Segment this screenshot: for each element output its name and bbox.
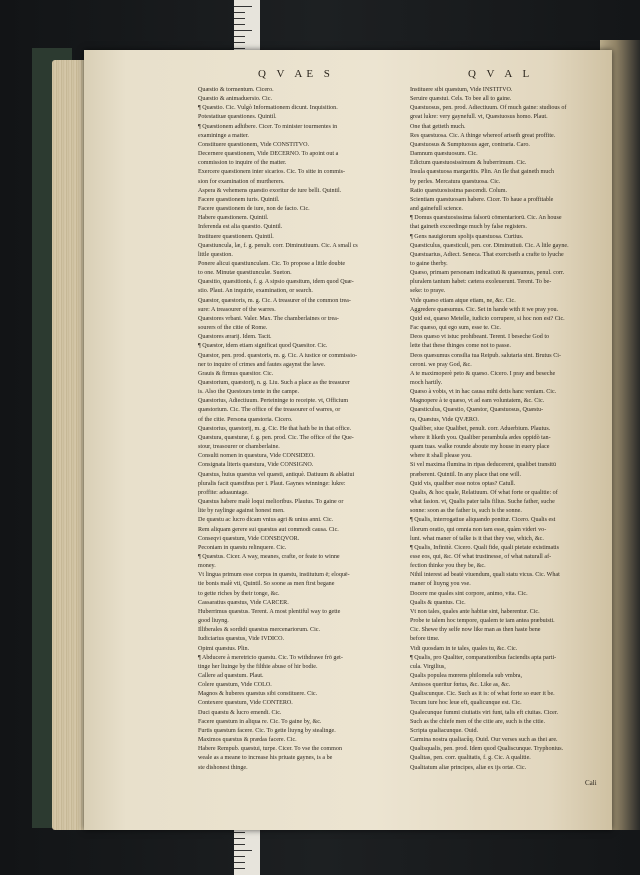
text-line: lunt. what maner of talke is it that they vse, which, &c.	[410, 535, 544, 542]
text-line: Facere quæstionem iuris. Quintil.	[198, 196, 280, 203]
text-line: Inferenda est alia quæstio. Quintil.	[198, 224, 283, 231]
text-line: Such as the chiefe men of the citie are, such is the citie.	[410, 718, 546, 725]
text-line: Aggredere quæsumus. Cic. Set in hande with it we pray you.	[410, 306, 559, 313]
text-line: of the citie. Persona quæstoria. Cicero.	[198, 416, 293, 423]
text-line: Illiberales & sordidi quæstus mercenariorum. Cic.	[198, 627, 321, 634]
text-line: to gette riches by their tonge, &c.	[198, 590, 280, 597]
text-line: Carmina nostra qualiacûq. Ouid. Our verses such as thei are.	[410, 737, 558, 744]
text-line: Opimi quæstus. Plin.	[198, 645, 250, 652]
text-line: Vt non tales, quales ante habitæ sint, haberentur. Cic.	[410, 608, 540, 615]
text-line: Conseqvi quæstum, Vide CONSEQVOR.	[198, 535, 300, 542]
text-line: seke: to praye.	[410, 288, 446, 295]
text-line: Scientiam quæstuosam habere. Cicer. To haue a proffitable	[410, 196, 554, 203]
text-line: stio. Plaut. An inquirie, examination, or search.	[198, 288, 313, 295]
text-line: Quæso à vobis, vt in hac causa mihi detis hanc veniam. Cic.	[410, 389, 557, 396]
text-line: weale as a meane to increase his priuate gaynes, is a be	[198, 755, 333, 762]
text-line: great lukre: very gaynefull. vt, Quæstuosus homo. Plaut.	[410, 114, 548, 121]
text-line: tie bonis malè vti, Quintil. So soone as men first begane	[198, 581, 335, 588]
text-line: by perles. Mercatura quæstuosa. Cic.	[410, 178, 501, 185]
text-line: cula. Virgilius,	[410, 663, 446, 670]
text-line: Consulti nomen in quæstura, Vide CONSIDEO.	[198, 453, 315, 460]
text-column-right	[410, 86, 618, 773]
text-line: Consignata literis quæstura, Vide CONSIGNO.	[198, 462, 314, 469]
text-line: Potestatiuæ quæstiones. Quintil.	[198, 114, 277, 121]
text-line: præberent. Quintil. In any place that one will.	[410, 471, 522, 478]
text-line: Qualis, & hoc quale, Relatiuum. Of what forte or qualitie: of	[410, 489, 558, 496]
text-line: Quæstorius, Adiectiuum. Perteininge to receipte. vt, Officium	[198, 398, 349, 405]
book-page-edges	[52, 60, 86, 830]
text-line: Quæstura, quæsturæ, f. g. pen. prod. Cic. The office of the Que-	[198, 434, 354, 441]
text-line: Quæstuosus & Sumptuosus ager, contraria. Caro.	[410, 141, 530, 148]
text-line: Quæstorium, quæstorij, n. g. Liu. Such a place as the treasurer	[198, 380, 350, 386]
text-line: Quæsitio, quæsitionis, f. g. A sipsio quæsitum, idem quod Quæ-	[198, 279, 354, 286]
text-line: Huberrimus quæstus. Terent. A most plentiful way to gette	[198, 608, 341, 615]
text-line: sure: A treasourer of the warres.	[198, 306, 276, 313]
text-line: Nihil interest ad beatè viuendum, quali statu vicus. Cic. What	[410, 572, 560, 579]
text-line: maner of liuyng you vse.	[410, 581, 471, 588]
text-line: lette that these thinges come not to passe.	[410, 343, 511, 350]
text-line: ¶ Gens nauigiorum spolijs quæstuosa. Curtius.	[410, 233, 524, 240]
text-line: to one. Minutæ quæstiunculæ. Sueton.	[198, 270, 292, 277]
text-line: ¶ Qualis, Infinitè. Cicero. Quali fide, quali pietate existimatis	[410, 544, 559, 551]
text-line: lite by raylinge against honest men.	[198, 508, 285, 515]
scale-ruler-top	[234, 0, 260, 52]
text-line: Maximos quæstus & prædas facere. Cic.	[198, 737, 297, 744]
text-line: De quæstu ac lucro dicam vnius agri & unius anni. Cic.	[198, 517, 334, 524]
text-line: Amissos queritur fœtus, &c. Like as, &c.	[410, 682, 511, 689]
text-line: Habere Rempub. quæstui, turpe. Cicer. To vse the common	[198, 746, 342, 753]
text-line: ¶ Quæstionem adhibere. Cicer. To minister tourmentes in	[198, 123, 338, 130]
text-line: Facere quæstionem de iure, non de facto. Cic.	[198, 206, 310, 213]
text-line: what fasion. vt, Qualis pater talis filius. Suche father, suche	[410, 499, 555, 506]
text-line: Quæstio & tormentum. Cicero.	[198, 87, 274, 93]
text-line: Res quæstuosa. Cic. A thinge whereof ariseth great proffite.	[410, 132, 556, 139]
text-line: Quæstor, quæstoris, m. g. Cic. A treasurer of the common trea-	[198, 297, 351, 304]
text-line: Vidi quosdam in te tales, quales tu, &c. Cic.	[410, 645, 518, 652]
text-line: to gaine therby.	[410, 260, 448, 267]
text-line: Deos quæsumus consilia tua Reipub. salutaria sint. Brutus Ci-	[410, 352, 561, 359]
text-line: Si vel maxima flumina in ripas deducerent, qualibet transitū	[410, 462, 557, 469]
text-line: Quæstus habere malè loqui melioribus. Plautus. To gaine or	[198, 499, 344, 506]
text-line: Quæstor, pen. prod. quæstoris, m. g. Cic. A iustice or commissio-	[198, 352, 358, 359]
text-line: ner to inquire of crimes and fautes agaynst the lawe.	[198, 361, 326, 368]
text-column-left	[198, 86, 406, 773]
text-line: sion for examination of murtherers.	[198, 178, 285, 185]
text-line: ¶ Abducere à meretricio quæstu. Cic. To withdrawe frō get-	[198, 654, 343, 661]
text-line: Duci quæstu & lucro emendi. Cic.	[198, 709, 282, 716]
text-line: where it shall please you.	[410, 453, 472, 460]
text-line: little question.	[198, 251, 233, 258]
text-line: Quæstuosus, pen. prod. Adiectiuum. Of much gaine: studious of	[410, 105, 567, 112]
text-line: Quæstus, huius quæstus vel quæsti, antiquè. Datiuum & ablatiui	[198, 471, 355, 478]
text-line: where it liketh you. Qualiber perambula ædes oppidò tan-	[410, 434, 551, 441]
running-head-left: Q V AE S	[258, 68, 334, 80]
text-line: Quæsticulus, Quæstio, Quæstor, Quæstuosus, Quæstu-	[410, 407, 544, 414]
text-line: Magnos & huberes quæstus sibi constituere. Cic.	[198, 691, 318, 698]
text-line: Quæstiuncula, læ, f. g. penult. corr. Diminutiuum. Cic. A small cs	[198, 242, 358, 249]
text-line: Furtis quæstum facere. Cic. To gette liuyng by stealinge.	[198, 727, 336, 734]
running-head-right: Q V A L	[468, 68, 534, 80]
text-line: ¶ Domus quæstuosissima falsorū cōmentariorū. Cic. An house	[410, 215, 562, 222]
text-line: Rem aliquam gerere sui quæstus aut commodi causa. Cic.	[198, 526, 339, 533]
text-line: Deos quæso vt istuc prohibeant. Terent. I beseche God to	[410, 334, 550, 341]
text-line: quam tuas. walke rounde aboute my house in euery place	[410, 444, 550, 451]
text-line: Aspera & vehemens quæstio exoritur de iure belli. Quintil.	[198, 187, 342, 194]
catchword: Cali	[585, 779, 597, 787]
text-line: Quæsticulus, quæsticuli, pen. cor. Diminutiuū. Cic. A litle gayne.	[410, 242, 569, 249]
text-line: Quæso, primam personam indicatiuū & quæsumus, penul. corr.	[410, 270, 565, 277]
text-line: Instituere quæstionem. Quintil.	[198, 233, 274, 240]
text-line: Qualis populea mœrens philomela sub vmbra,	[410, 673, 523, 679]
text-line: Instituere sibi quæstum, Vide INSTITVO.	[410, 87, 513, 93]
text-line: quæstorium. Cic. The office of the treasourer of warres, or	[198, 407, 341, 414]
text-line: Quid est, quæso Metelle, iudicio corrupere, si hoc non est? Cic.	[410, 315, 565, 322]
text-line: ceroni. we pray God, &c.	[410, 361, 472, 368]
text-line: Qualecunque fummi ciuitatis viri funt, talis eft ciuitas. Cicer.	[410, 709, 559, 716]
text-line: Seruire quæstui. Cels. To bee all to gaine.	[410, 96, 512, 103]
text-line: ¶ Quæstio. Cic. Vulgò Informationem dicunt. Inquisition.	[198, 105, 338, 112]
text-line: Peconiam in quæstu relinquere. Cic.	[198, 544, 287, 551]
text-line: Edictum quæstuosissimum & huberrimum. Cic.	[410, 160, 527, 167]
text-line: pluralis facit quæstibus per i. Plaut. Gaynes winninge: lukre:	[198, 480, 346, 487]
text-line: fection thinke you they be, &c.	[410, 563, 486, 570]
text-line: Qualis & quantus. Cic.	[410, 599, 466, 606]
text-line: Tecum iure hoc leue eft, qualicunque est. Cic.	[410, 700, 522, 707]
text-line: Iudiciarius quæstus, Vide IVDICO.	[198, 636, 285, 643]
text-line: Constituere quæstionem, Vide CONSTITVO.	[198, 141, 310, 148]
text-line: moch hartily.	[410, 380, 443, 386]
text-line: Magnopere à te quæso, vt ad eam voluntatem, &c. Cic.	[410, 398, 545, 405]
text-line: tinge her liuinge by the filthie abuse of hir bodie.	[198, 663, 318, 670]
text-line: money.	[198, 563, 216, 570]
text-line: illorum oratio, qui omnia non tam esse, quàm videri vo-	[410, 526, 547, 533]
text-line: Colere quæstum, Vide COLO.	[198, 682, 272, 689]
text-line: ¶ Qualis, interrogatiue aliquando ponitur. Cicero. Qualis est	[410, 517, 556, 524]
text-line: Quid vis, qualiber esse notos optas? Catull.	[410, 480, 516, 487]
text-line: Decernere quæstionem, Vide DECERNO. To apoint out a	[198, 151, 339, 158]
text-line: Qualiber, siue Qualibet, penult. corr. Aduerbium. Plautus.	[410, 425, 551, 432]
text-line: ¶ Quæstor, idem etiam significat quod Quæsitor. Cic.	[198, 343, 328, 350]
text-line: Insula quæstuosa margaritis. Plin. An Ile that gaineth much	[410, 169, 555, 176]
text-line: proffite: aduauntage.	[198, 489, 249, 496]
text-line: Grauis & firmus quæsitor. Cic.	[198, 370, 274, 377]
text-line: examininge a matter.	[198, 132, 249, 139]
text-line: Quæstio & animaduersio. Cic.	[198, 96, 272, 103]
text-line: Ponere alicui quæstiunculam. Cic. To propose a little doubte	[198, 260, 346, 267]
text-line: One that getteth much.	[410, 123, 466, 130]
text-line: good liuyng.	[198, 618, 229, 625]
text-line: Quæstores vrbani. Valer. Max. The chamberlaines or trea-	[198, 315, 339, 322]
text-line: sourers of the citie of Rome.	[198, 325, 268, 332]
text-line: Cassaratius quæstus, Vide CARCER.	[198, 599, 289, 606]
text-line: commission to inquire of the matter.	[198, 160, 287, 167]
text-line: Callere ad quæstum. Plaut.	[198, 673, 264, 679]
text-line: Qualiscunque. Cic. Such as it is: of what forte so euer it be.	[410, 691, 555, 698]
text-line: ¶ Quæstus. Cicer. A way, meanes, crafte, or feate to winne	[198, 553, 340, 560]
text-line: Damnum quæstuosum. Cic.	[410, 151, 478, 158]
text-line: Scripta qualiacunque. Ouid.	[410, 727, 479, 734]
text-line: Qualitatum aliæ principes, aliæ ex ijs ortæ. Cic.	[410, 764, 527, 771]
text-line: ra, Quæstus, Vide QVÆRO.	[410, 416, 479, 423]
text-line: Vide quæso etiam atque etiam, ne, &c. Cic.	[410, 297, 516, 304]
text-line: ste dishonest thinge.	[198, 764, 248, 771]
text-line: A te maximoperè peto & quæso. Cicero. I pray and beseche	[410, 370, 556, 377]
text-line: Exercere quæstionem inter sicarios. Cic. To sitte in commis-	[198, 169, 346, 176]
text-line: before time.	[410, 636, 440, 643]
text-line: sonne: soon as the father is, such is the sonne.	[410, 508, 522, 515]
text-line: Vt lingua primum esse corpus in quæstu, institutum ē; eloquē-	[198, 572, 350, 579]
text-line: Cic. Shewe thy selfe now like man as then haste bene	[410, 627, 541, 634]
text-line: Facere quæstum in aliqua re. Cic. To gaine by, &c.	[198, 718, 322, 725]
text-line: Contexere quæstum, Vide CONTERO.	[198, 700, 293, 707]
text-line: stour, treasourer or chamberlaine.	[198, 444, 280, 451]
text-line: ¶ Qualis, pro Qualiter, comparationibus faciendis apta parti-	[410, 654, 557, 661]
text-line: Ratio quæstuosissima pascendi. Colum.	[410, 187, 507, 194]
text-line: and gainefull science.	[410, 206, 463, 213]
text-line: that gaineth exceedinge much by false registers.	[410, 224, 527, 231]
text-line: Quæstorius, quæstorij, m. g. Cic. He that hath be in that office.	[198, 425, 352, 432]
text-line: Fac quæso, qui ego sum, esse te. Cic.	[410, 325, 501, 332]
text-line: pluralem tantum habet: cætera exoleuerunt. Terent. To be-	[410, 279, 552, 286]
text-line: esse eos, qui, &c. Of what trustinesse, of what naturall af-	[410, 553, 552, 560]
text-line: Qualitas, pen. corr. qualitatis, f. g. Cic. A qualitie.	[410, 755, 531, 762]
text-line: Qualisqualis, pen. prod. Idem quod Qualiscunque. Tryphonius.	[410, 746, 564, 753]
text-line: Habere quæstionem. Quintil.	[198, 215, 269, 222]
text-line: Quæstuarius, Adiect. Seneca. That exerciseth a crafte to lyuche	[410, 251, 564, 258]
text-line: Quæstores ærarij. Idem. Tacit.	[198, 334, 272, 341]
text-line: Probe te talem hoc tempore, qualem te iam antea præbuisti.	[410, 618, 555, 625]
text-line: is. Also the Questours tente in the campe.	[198, 389, 300, 396]
text-line: Docere me quales sint corpore, animo, vita. Cic.	[410, 590, 528, 597]
